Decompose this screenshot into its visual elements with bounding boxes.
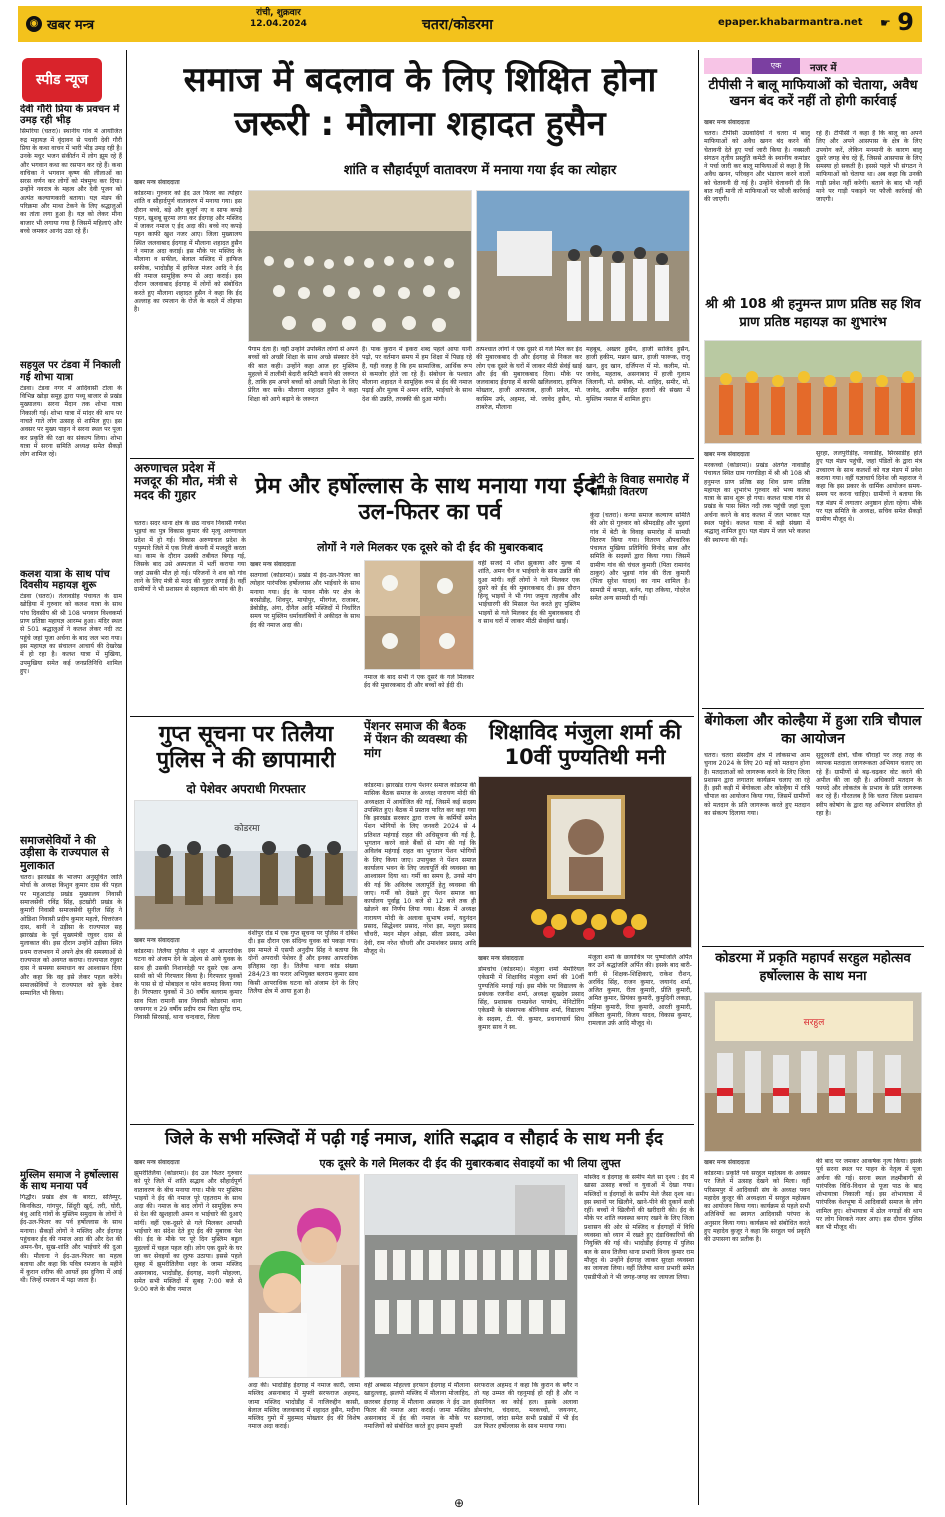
masthead-bar <box>18 6 922 42</box>
shiksha-byline: खबर मन्त्र संवाददाता <box>478 955 524 962</box>
pension-text: कोडरमा। झारखंड राज्य पेंशनर समाज कोडरमा की मासिक बैठक समाज के अध्यक्ष नारायण मोदी की अध्यक्षता में आयोजित की गई, जिसमें कई सदस्य उपस्थित हुए। बैठक में प्रस्ताव पारित कर कहा गया कि झारखंड सरकार द्वारा राज्य के कर्मियों समेत पेंशन भोगियों के लिए जनवरी 2024 से 4 प्रतिशत महंगाई राहत की अधिसूचना की गई है, भुगतान करने वाले बैंकों से मांग की गई कि अविलंब महंगाई राहत का भुगतान पेंशन भोगियों के लिए किया जाए। उपायुक्त ने पेंशन समाज कार्यालय भवन के लिए जलापूर्ति की व्यवस्था का आश्वासन दिया था। गर्मी का समय है, उनसे मांग की गई कि अविलंब जलापूर्ति हेतु व्यवस्था की जाए। गर्मी को देखते हुए पेंशन समाज का कार्यालय पूर्वाह्न 10 बजे से 12 बजे तक ही खोलने का निर्णय लिया गया। बैठक में अध्यक्ष नारायण मोदी के अलावा सुभाष शर्मा, यदुनंदन प्रसाद, सिद्धेश्वर प्रसाद, नरेश झा, मथुरा प्रसाद चौधरी, मदन मोहन ओझा, सीता प्रसाद, उमेश देवी, राम नरेश चौधरी और उमाशंकर प्रसाद आदि मौजूद थे। <box>364 782 476 955</box>
right-badge-label: नजर में <box>810 63 837 74</box>
left-news-4 <box>20 835 122 1164</box>
tpc-headline: टीपीसी ने बालू माफियाओं को चेताया, अवैध खनन बंद करें नहीं तो होगी कार्रवाई <box>708 78 918 109</box>
tpc-byline: खबर मन्त्र संवाददाता <box>704 119 750 126</box>
raid-text-col2: वंशीपुर रोड में एक गुप्त सूचना पर पुलिस ने दबिश दी। इस दौरान एक संदिग्ध युवक को पकड़ा गया। इस मामले में एसपी अनुदीप सिंह ने बताया कि दोनों अपराधी पेशेवर हैं और इनका आपराधिक इतिहास रहा है। तिलैया थाना कांड संख्या 284/23 का फरार अभियुक्त बलराम कुमार साव किसी आपराधिक घटना को अंजाम देने के लिए तिलैया क्षेत्र में आया हुआ है। <box>248 930 358 996</box>
prem-photo <box>364 560 474 670</box>
lead-text-col2: पैगाम देता है। वहीं उन्होंने उपस्थित लोगों से अपने बच्चों को अच्छी शिक्षा के साथ अच्छे संस्कार देने की बात कही। उन्होंने कहा आज हर मुस्लिम मुहल्ले में तालीमी बेदारी कमिटी बनाने की जरूरत है, ताकि हम अपने बच्चों को अच्छी शिक्षा के लिए प्रेरित कर सकें। मौलाना शहादत हुसैन ने कहा शिक्षा को आगे बढ़ाने के जरूरत <box>248 346 358 403</box>
beti-headline: बेटी के विवाह समारोह में सामग्री वितरण <box>590 473 689 499</box>
bengo-text-col1: चतरा। चतरा संसदीय क्षेत्र में लोकसभा आम चुनाव 2024 के लिए 20 मई को मतदान होना है। मतदाताओं को जागरूक करने के लिए जिला प्रशासन द्वारा लगातार कार्यक्रम चलाए जा रहे हैं। इसी कड़ी में बेंगोकला और कोल्हैया में रात्रि चौपाल का आयोजन किया गया, जिसमें ग्रामीणों को मतदान के प्रति जागरूक करते हुए मतदान का संकल्प दिलाया गया। <box>704 752 810 818</box>
shiksha-photo <box>478 776 692 948</box>
page-number: 9 <box>897 8 914 36</box>
masjid-text-col2: अदा की। भादोडीह ईदगाह में नमाज कारी, जामा मस्जिद असनाबाद में मुफ्ती सरफराज अहमद, जामा मस्जिद भादोडीह में नाजिरुद्दीन कासी, बेलाल मस्जिद जलवाबाद में शहादत हुसैन, मदीना मस्जिद गुमो में मुहम्मद मोख्तार ईद की विशेष नमाज अदा कराई। <box>248 1382 360 1431</box>
left-news-3 <box>20 569 122 829</box>
masjid-subhead: एक दूसरे के गले मिलकर दी ईद की मुबारकबाद सेवाइयों का भी लिया लुफ्त <box>319 1157 621 1170</box>
epaper-link[interactable]: epaper.khabarmantra.net <box>718 17 863 28</box>
prem-byline: खबर मन्त्र संवाददाता <box>250 561 296 568</box>
prem-text-col1: सतगावां (कोडरमा)। प्रखंड में ईद-उल-फितर का त्योहार पारंपरिक हर्षोल्लास और भाईचारे के साथ मनाया गया। ईद के पावन मौके पर क्षेत्र के बरसोडीह, शिवपुर, मायोपुर, मीरगंज, राजाबर, डेबोडीह, अंगा, दीनैल आदि मस्जिदों में निर्धारित समय पर मुस्लिम धर्मावलंबियों ने अकीदत के साथ ईद की नमाज अदा की। <box>250 572 360 629</box>
section-title: चतरा/कोडरमा <box>422 17 493 33</box>
left-news-3-headline: कलश यात्रा के साथ पांच दिवसीय महायज्ञ शुरू <box>20 568 110 591</box>
mosque-prayer-rows-image <box>365 1175 578 1378</box>
lead-text-col3: है। पाक कुरान में इकरा शब्द पहले आया यानी पढ़ो, पर वर्तमान समय में हम शिक्षा में पिछड़ रहे हैं, यही वजह है कि हम सामाजिक, आर्थिक रूप से कमजोर होते जा रहे हैं। संबोधन के पश्चात मौलाना शहादत ने सामूहिक रूप से ईद की नमाज पढ़ाई और मुल्क में अमन शांति, भाईचारे के साथ देश की उन्नति, तरक्की की दुआ मांगी। <box>362 346 472 403</box>
right-badge-bar <box>704 58 922 74</box>
labour-death-text: चतरा। सदर थाना क्षेत्र के छठ नाचन निवासी गणेश भुइयां का पुत्र विकास कुमार की मृत्यु अरुणाचल प्रदेश में हो गई। विकास अरुणाचल प्रदेश के पपुम्पारे जिले में एक निजी कंपनी में मजदूरी करता था। काम के दौरान उसकी तबीयत बिगड़ गई, जिसके बाद उसे अस्पताल में भर्ती कराया गया जहां उसकी मौत हो गई। परिजनों ने शव को गांव लाने के लिए मंत्री से मदद की गुहार लगाई है। वहीं ग्रामीणों ने भी प्रशासन से सहायता की मांग की है। <box>134 520 246 594</box>
eid-street-gathering-image <box>477 191 690 342</box>
masjid-text-col4: सरफराज अहमद ने कहा कि कुरान के बगैर न तो यह उम्मत की रहनुमाई हो रही है और न इंसानियत का कोई हल। इसके अलावा डोमचांच, चंदवारा, मरकच्चो, जयनगर, सतगावां, जांदा समेत सभी प्रखंडों में भी ईद उल फितर हर्षोल्लास के साथ मनाया गया। <box>474 1382 578 1431</box>
lead-text-col5: महबूब, अख्तर हुसैन, हाजी साजिद हुसैन, हाजी हकीम, मन्नान खान, हाजी फारूक, राजू खान, हुद खान, दर्जिपन्त में मो. कलीम, मो. जावेद, महताब, असनाबाद में हाजी गुलाम जिलानी, मो. सफीक, मो. शाहिद, समीर, मो. जावेद, अजीम साहित हजारों की संख्या में मुस्लिम नमाज में शामिल हुए। <box>586 346 690 403</box>
hanuman-text-col2: सुरहा, ललपुरीड़ीह, नावाडीह, सिरसाडीह होते हुए यज्ञ मंडप पहुंची, जहां पंडितों के द्वारा मंत्र उच्चारण के साथ कलशों को यज्ञ मंडप में प्रवेश कराया गया। वहीं यज्ञाचार्य दिनेश जी महाराज ने कहा कि इस प्रकार के धार्मिक आयोजन समय-समय पर करना चाहिए। ग्रामीणों ने बताया कि यज्ञ मंडप में लगातार अनुष्ठान होता रहेगा। मौके पर यज्ञ समिति के अध्यक्ष, सचिव समेत सैकड़ों ग्रामीण मौजूद थे। <box>816 450 922 524</box>
brand-logo-icon: ◉ <box>26 16 42 32</box>
left-news-4-text: चतरा। झारखंड के भाजपा अनुसूचित जाति मोर्चा के अध्यक्ष किशुन कुमार दास की पहल पर महुआटांड़ प्रखंड मुख्यालय निवासी समाजसेवी रविंद्र सिंह, इटखोरी प्रखंड के कुमारी निवासी समाजसेवी सुनील सिंह ने ओडिशा निवासी प्रदीप कुमार महतो, चित्तरंजन दास, बानी ने उड़ीसा के राज्यपाल सह झारखंड के पूर्व मुख्यमंत्री रघुवर दास से मुलाकात की। इस दौरान उन्होंने उड़ीसा स्थित प्रथम राजभवन में अपने क्षेत्र की समस्याओं से राज्यपाल को अवगत कराया। राज्यपाल रघुवर दास ने समस्या समाधान का आश्वासन दिया और कहा कि वह इसे लेकर पहल करेंगे। समाजसेवियों ने राज्यपाल को बुके देकर सम्मानित भी किया। <box>20 874 122 998</box>
masjid-text-col1: झुमरीतिलैया (कोडरमा)। ईद उल फितर गुरुवार को पूरे जिले में शांति सद्भाव और सौहार्दपूर्ण वातावरण के बीच मनाया गया। मौके पर मुस्लिम भाइयों ने ईद की नमाज पूरे एहतराम के साथ अदा की। नमाज के बाद लोगों ने सामूहिक रूप से देश की खुशहाली अमन व भाईचारे की दुआएं मांगीं। वहीं एक-दूसरे से गले मिलकर आपसी भाईचारे का संदेश देते हुए ईद की मुबारक पेश की। ईद के मौके पर पूरे दिन मुस्लिम बहुल मुहल्लों में चहल पहल रही। लोग एक दूसरे के घर जा कर सेवइयों का लुत्फ उठाया। इससे पहले सुबह में झुमरीतिलैया शहर के जामा मस्जिद असनाबाद, भादोडीह, ईदगाह, मदनी मोहल्ला, समेत सभी मस्जिदों में सुबह 7:00 बजे से 9:00 बजे के बीच नमाज <box>134 1170 242 1294</box>
brand-name: खबर मन्त्र <box>47 18 95 33</box>
beti-text: कुंदा (चतरा)। कन्या समाज कल्याण समिति की ओर से गुरुवार को श्रीमदडीह और भुइयां गांव में बेटी के विवाह समारोह में सामग्री वितरण किया गया। वितरण औपचारिक पंचायत मुखिया प्रतिनिधि विनोद साव और समिति के सदस्यों द्वारा किया गया। जिसमें ग्रामीण गांव की चंचल कुमारी (पिता रामानंद ठाकुर) और भुइयां गांव की रीता कुमारी (पिता सुरेश यादव) का नाम शामिल है। सामग्री में कपड़ा, बर्तन, गद्दा तकिया, गोदरेज समेत अन्य सामग्री दी गई। <box>590 512 690 602</box>
police-press-image <box>135 801 358 930</box>
children-eid-image <box>249 1175 360 1378</box>
left-news-5-headline: मुस्लिम समाज ने हर्षोल्लास के साथ मनाया पर्व <box>20 1170 119 1193</box>
speed-news-column <box>20 104 122 1504</box>
sarhul-festival-image <box>705 993 922 1152</box>
hanuman-photo <box>704 340 922 444</box>
cursor-icon: ☛ <box>880 16 891 30</box>
tribute-portrait-image <box>479 777 692 948</box>
tpc-text-col1: चतरा। टीपीसी उग्रवादियों ने चतरा में बालू माफियाओं को अवैध खनन बंद करने की चेतावनी देते हुए पर्चा जारी किया है। नक्सली संगठन तृतीय प्रस्तुति कमेटी के स्थानीय कमांडर ने पर्चा जारी कर बालू माफियाओं से कहा है कि अवैध खनन, परिवहन और भंडारण करने वालों को चेतावनी दी गई है। उन्होंने चेतावनी दी कि बात नहीं मानी तो माफियाओं पर फौजी कार्रवाई की जाएगी। <box>704 130 810 204</box>
labour-death-headline: अरुणाचल प्रदेश में मजदूर की मौत, मंत्री से मदद की गुहार <box>134 461 238 502</box>
hanuman-headline: श्री श्री 108 श्री हनुमन्त प्राण प्रतिष्ठ सह शिव प्राण प्रतिष्ठ महायज्ञ का शुभारंभ <box>705 297 921 330</box>
left-news-1 <box>20 104 122 354</box>
left-news-2 <box>20 360 122 562</box>
prakriti-photo <box>704 992 922 1152</box>
svg-text:कोडरमा: कोडरमा <box>234 824 260 834</box>
eid-greeting-image <box>365 561 474 670</box>
left-news-3-text: टंडवा (चतरा)। तेलावडीह पंचायत के ग्राम खोड़िया में गुरुवार को कलश यात्रा के साथ पांच दिवसीय श्री श्री 108 भगवान विश्वकर्मा प्राण प्रतिष्ठा महायज्ञ आरम्भ हुआ। मंदिर स्थल से 501 श्रद्धालुओं ने कलश लेकर नदी तट पहुंचे जहां पूजा अर्चना के बाद जल भरा गया। इस महायज्ञ का संचालन आचार्य की देखरेख में हो रहा है। कलश यात्रा में मुखिया, उपमुखिया समेत कई जनप्रतिनिधि शामिल हुए। <box>20 593 122 675</box>
prem-subhead: लोगों ने गले मिलकर एक दूसरे को दी ईद की मुबारकबाद <box>317 541 543 554</box>
masjid-photo-namaz <box>364 1174 578 1378</box>
prem-text-col3: वहीं सजदे में शीश झुकाया और मुल्क में शांति, अमन चैन व भाईचारे के साथ उन्नति की दुआ मांगी। वहीं लोगों ने गले मिलकर एक दूसरे को ईद की मुबारकबाद दी। इस दौरान हिन्दू भाइयों ने भी गंगा जमुना तहजीब और भाईचारगी की मिसाल पेश करते हुए मुस्लिम भाइयों से गले मिलकर ईद की मुबारकबाद दी व साथ घरों में जाकर मीठी सेवईयां खाईं। <box>478 560 580 626</box>
left-news-4-headline: समाजसेवियों ने की उड़ीसा के राज्यपाल से मुलाकात <box>20 834 109 872</box>
lead-byline: खबर मन्त्र संवाददाता <box>134 179 180 186</box>
eid-prayer-crowd-image <box>249 191 472 342</box>
raid-text-col1: कोडरमा। तिलैया पुलिस ने शहर में आपराधिक घटना को अंजाम देने के उद्देश्य से आये युवक के साथ ही उसकी निशानदेही पर दूसरे एक अन्य साथी को भी गिरफ्तार किया है। गिरफ्तार युवकों के पास से दो मोबाइल व फोन बरामद किया गया है। गिरफ्तार युवकों में 30 वर्षीय बलराम कुमार साव पिता रामानी साव निवासी कोडरमा थाना जयनगर व 29 वर्षीय प्रदीप राम पिता सुरेंद्र राम, निवासी सिरसाई, थाना चन्दवारा, जिला <box>134 948 242 1022</box>
registration-mark-icon: ⊕ <box>454 1496 465 1510</box>
masjid-byline: खबर मन्त्र संवाददाता <box>134 1159 180 1166</box>
hanuman-text-col1: मरकच्चो (कोडरमा)। प्रखंड अंतर्गत नावाडीह पंचायत स्थित ग्राम गरगडिहा में श्री श्री 108 श्री हनुमन्त प्राण प्रतिष्ठ सह शिव प्राण प्रतिष्ठ महायज्ञ का शुभारंभ गुरुवार को भव्य कलश यात्रा के साथ शुरू हो गया। कलश यात्रा गांव से प्रखंड के पास स्थित नदी तक पहुंची जहां पूजा अर्चना करने के बाद कलश में जल भरकर यज्ञ स्थल पहुंचे। कलश यात्रा में बड़ी संख्या में श्रद्धालु शामिल हुए। यज्ञ मंडप में जल भरे कलश की स्थापना की गई। <box>704 462 810 544</box>
raid-byline: खबर मन्त्र संवाददाता <box>134 937 180 944</box>
left-news-5 <box>20 1170 122 1426</box>
prakriti-text-col1: कोडरमा। प्रकृति पर्व सरहुल महोत्सव के अवसर पर जिले में उत्साह देखने को मिला। वहीं परिसमपुर में आदिवासी संघ के अध्यक्ष पवन महादेव कुजूर की अध्यक्षता में सरहुल महोत्सव का आयोजन किया गया। कार्यक्रम से पहले सभी अतिथियों का स्वागत आदिवासी परंपरा के अनुसार किया गया। कार्यक्रम को संबोधित करते हुए महादेव कुजूर ने कहा कि सरहुल पर्व प्रकृति की उपासना का प्रतीक है। <box>704 1170 810 1244</box>
left-news-2-headline: सहयुल पर टंडवा में निकाली गई शोभा यात्रा <box>20 360 121 383</box>
prakriti-headline: कोडरमा में प्रकृति महापर्व सरहुल महोत्सव हर्षोल्लास के साथ मना <box>715 951 911 984</box>
bengo-text-col2: सुदूरवर्ती क्षेत्रों, चौक चौराहों पर तरह तरह के व्यापक मतदाता जागरूकता अभियान चलाए जा रहे हैं। ग्रामीणों से बढ़-चढ़कर वोट करने की अपील की जा रही है। अधिकारी मतदान के फायदे और लोकतंत्र के प्रभाव के प्रति जागरूक कर रहे हैं। गौरतलब है कि चतरा जिला प्रशासन स्वीप कोषांग के द्वारा यह अभियान संचालित हो रहा है। <box>816 752 922 818</box>
left-news-1-headline: देवी गौरी प्रिया के प्रवचन में उमड़ रही भीड़ <box>20 104 120 127</box>
raid-subhead: दो पेशेवर अपराधी गिरफ्तार <box>186 782 306 796</box>
lead-photo-street <box>476 190 690 342</box>
lead-headline: समाज में बदलाव के लिए शिक्षित होना जरूरी : मौलाना शहादत हुसैन <box>183 60 657 144</box>
prem-headline: प्रेम और हर्षोल्लास के साथ मनाया गया ईद-उल-फितर का पर्व <box>255 474 605 525</box>
prem-text-col2: नमाज के बाद सभी ने एक दूसरे के गले मिलकर ईद की मुबारकबाद दी और बच्चों को ईदी दी। <box>364 674 474 690</box>
tpc-text-col2: रहे हैं। टीपीसी ने कहा है कि बालू का अपने लिए और अपने आसपास के क्षेत्र के लिए उपयोग करें, लेकिन मनमानी के कारण बालू दूसरे जगह बेच रहे हैं, जिससे आसपास के लिए समस्या हो सकती है। इससे पहले भी संगठन ने माफियाओं को चेताया था। अब कहा कि उनकी गाड़ी प्रवेश नहीं करेगी। बताने के बाद भी नहीं माने पर गाड़ी पकड़ने पर फौजी कार्रवाई की जाएगी। <box>816 130 922 204</box>
bengo-headline: बेंगोकला और कोल्हैया में हुआ रात्रि चौपाल का आयोजन <box>704 713 922 747</box>
masjid-photo-children <box>248 1174 360 1378</box>
dateline <box>250 8 307 30</box>
pension-headline: पेंशनर समाज की बैठक में पेंशन की व्यवस्था की मांग <box>364 719 468 760</box>
raid-headline: गुप्त सूचना पर तिलैया पुलिस ने की छापामारी <box>156 722 336 773</box>
kalash-yatra-image <box>705 341 922 444</box>
lead-subhead: शांति व सौहार्दपूर्ण वातावरण में मनाया गया ईद का त्योहार <box>343 163 617 178</box>
shiksha-text-col2: मंजुला शर्मा के छायाचित्र पर पुष्पांजलि अर्पित कर उनें श्रद्धांजलि अर्पित की। इसके बाद बारी-बारी से शिक्षक-शिक्षिकाएं, राकेश रौशन, अरविंद सिंह, राजन कुमार, जयानंद शर्मा, अजित कुमार, रीता कुमारी, प्रीति कुमारी, अमित कुमार, प्रियंका कुमारी, कुमुदिनी लकड़ा, महिमा कुमारी, रिया कुमारी, आरती कुमारी, अंकिता कुमारी, विजय यादव, विकास कुमार, रामलाल उर्फ़ आदि मौजूद थे। <box>588 954 692 1028</box>
lead-photo-namaz <box>248 190 472 342</box>
ek-tag: एक <box>752 58 800 74</box>
dateline-date: 12.04.2024 <box>250 19 307 29</box>
masjid-headline: जिले के सभी मस्जिदों में पढ़ी गई नमाज, शांति सद्भाव व सौहार्द के साथ मनी ईद <box>164 1129 664 1149</box>
prakriti-byline: खबर मन्त्र संवाददाता <box>704 1159 750 1166</box>
masjid-text-col5: मस्जिद व ईदगाह के समीप मेले सा दृश्य : ईद में खासा उत्साह बच्चों व युवाओं में देखा गया। मस्जिदों व ईदगाहों के समीप मेले जैसा दृश्य था। इस स्थानों पर खिलौने, खाने-पीने की दुकानें सजी रहीं। बच्चों ने खिलौनों की खरीदारी की। ईद के मौके पर शांति व्यवस्था बनाए रखने के लिए जिला प्रशासन की ओर से मस्जिद व ईदगाहों में विधि व्यवस्था को ध्यान में रखते हुए दंडाधिकारियों की नियुक्ति की गई थी। भादोडीह ईदगाह में पुलिस बल के साथ तिलैया थाना प्रभारी विनय कुमार राम मौजूद थे। उन्होंने ईदगाह जाकर सुरक्षा व्यवस्था का जायजा लिया। वहीं तिलैया थाना प्रभारी समेत एसडीपीओ ने भी जगह-जगह का जायजा लिया। <box>584 1174 694 1281</box>
svg-text:सरहुल: सरहुल <box>803 1018 825 1028</box>
shiksha-text-col1: डोमचांच (कोडरमा)। मंजुला शर्मा मेमोरियल एकेडमी में शिक्षाविद मंजुला शर्मा की 10वीं पुण्यतिथि मनाई गई। इस मौके पर विद्यालय के प्रबंधक रजनीश शर्मा, अध्यक्ष सुखदेव प्रसाद सिंह, प्रशासक रामप्रवेश पाण्डेय, मेनिटोरिंग एकेडमी के संस्थापक श्रीनिवास शर्मा, विद्यालय के सदस्य, टी. पी. कुमार, प्रधानाचार्य सिध कुमार साव ने स्व. <box>478 966 584 1032</box>
raid-photo <box>134 800 358 930</box>
speed-news-badge: स्पीड न्यूज <box>22 58 102 102</box>
masjid-text-col3: वहीं अब्बास मोहल्ला इरफान ईदगाह में मौलाना खादुल्लाह, झलपो मस्जिद में मौलाना मोजाहिद, छतरबर ईदगाह में मौलाना असदक ने ईद उल फितर की नमाज अदा कराई। जामा मस्जिद असनाबाद में ईद की नमाज के मौके पर नमाजियों को संबोधित करते हुए इमाम मुफ्ती <box>364 1382 470 1431</box>
lead-text-col4: तत्पश्चात लोगों ने एक दूसरे से गले मिल कर ईद की मुबारकबाद दी और ईदगाह से निकल कर लोग एक दूसरे के घरों में जाकर मीठी सेवंई खाई और ईद की मुबारकबाद दिया। मौके पर जलवाबाद ईदगाह में काफी खलिलवारा, हाफिज मोख्तार, हाजी आफताब, हाजी प्रवेज, मो. कासिम उर्फ, अहमद, मो. जावेद हुसैन, मो. ताबरेज, मौलाना <box>476 346 582 412</box>
hanuman-byline: खबर मन्त्र संवाददाता <box>704 451 750 458</box>
dateline-city: रांची, शुक्रवार <box>256 8 301 18</box>
left-news-1-text: सिमरिया (चतरा)। स्थानीय गांव में आयोजित रुद्र महायज्ञ में वृंदावन से पधारी देवी गौरी प्रिया के कथा वाचन में भारी भीड़ उमड़ रही है। उनके मधुर भजन संकीर्तन में लोग झूम रहे हैं और भगवान कथा का रसपान कर रहे हैं। कथा वाचिका ने भगवान कृष्ण की लीलाओं का सरस वर्णन कर लोगों को मंत्रमुग्ध कर दिया। उन्होंने नवरात्र के महत्व और देवी पूजन को अत्यंत कल्याणकारी बताया। यज्ञ मंडप की परिक्रमा और माथा टेकने के लिए श्रद्धालुओं का तांता लगा हुआ है। यज्ञ को लेकर मीना बाजार भी लगाया गया है जिसमें महिलाएं और बच्चे जमकर आनंद उठा रहे हैं। <box>20 128 122 235</box>
shiksha-headline: शिक्षाविद मंजुला शर्मा की 10वीं पुण्यतिथी मनी <box>488 720 682 769</box>
left-news-5-text: गिद्धौर। प्रखंड क्षेत्र के बारटा, सतिम्पुर, किनकिठा, गांगपुर, सिंदूरी खुर्द, तरी, घोरी, बंधु आदि गांवों के मुस्लिम समुदाय के लोगों ने ईद-उल-फितर का पर्व हर्षोल्लास के साथ मनाया। सैकड़ों लोगों ने मस्जिद और ईदगाह पहुंचकर ईद की नमाज अदा की और देश की अमन-चैन, सुख-शांति और भाईचारे की दुआ की। मौलाना ने ईद-उल-फितर का महत्व बताया और कहा कि पवित्र रमजान के महीने में कुरान शरीफ की आयतें इस दुनिया में आई थी। जिन्हें रमजान में पढ़ा जाता है। <box>20 1194 122 1285</box>
lead-text-col1: कोडरमा। गुरुवार को ईद उल फितर का त्योहार शांति व सौहार्दपूर्ण वातावरण में मनाया गया। इस दौरान बच्चे, बड़े और बुजुर्ग नए व साफ कपड़े पहन, खुशबू सुरमा लगा कर ईदगाह और मस्जिद में जाकर नमाज ए ईद अदा की। बच्चे नए कपड़े पहन काफी खुश नजर आए। जिला मुख्यालय स्थित जलवाबाद ईदगाह में मौलाना शहादत हुसैन ने नमाज अदा कराई। इस मौके पर मस्जिद के मौलाना व सफील, बेलाल मस्जिद में हाफिज सफीक, भादोडीह में हाफिज मंजर आदि ने ईद की नमाज सामूहिक रूप से अदा कराई। इस दौरान जलवाबाद ईदगाह में लोगों को संबोधित करते हुए मौलाना शहादत हुसैन ने कहा कि ईद अल्लाह का रमजान के रोजे के बदले में तोहफा है। <box>134 190 242 314</box>
left-news-2-text: टंडवा। टंडवा नगर में आदिवासी टोला के विभिन्न खोड़ा समूह द्वारा पथ्यू बाजार से प्रखंड मुख्यालय। सरना मैदान तक शोभा यात्रा निकाली गई। शोभा यात्रा में मांदर की थाप पर नाचते गाते लोग उत्साह से शामिल हुए। इस अवसर पर मुख्य पाहन ने सरना स्थल पर पूजा कर प्रकृति की रक्षा का संकल्प लिया। शोभा यात्रा में सरना समिति अध्यक्ष समेत सैकड़ों लोग शामिल रहे। <box>20 384 122 459</box>
prakriti-text-col2: की बाद पर जमकर आकर्षक नृत्य किया। इसके पूर्व सरना स्थल पर पाहन के नेतृत्व में पूजा अर्चना की गई। सरना स्थल लक्ष्मीबागी से पारंपरिक विधि-विधान से पूजा पाठ के बाद शोभायात्रा निकाली गई। इस शोभायात्रा में पारंपरिक वेशभूषा में आदिवासी समाज के लोग शामिल हुए। शोभायात्रा में ढोल नगाड़ों की थाप पर लोग थिरकते नजर आए। इस दौरान पुलिस बल भी मौजूद थी। <box>816 1158 922 1232</box>
